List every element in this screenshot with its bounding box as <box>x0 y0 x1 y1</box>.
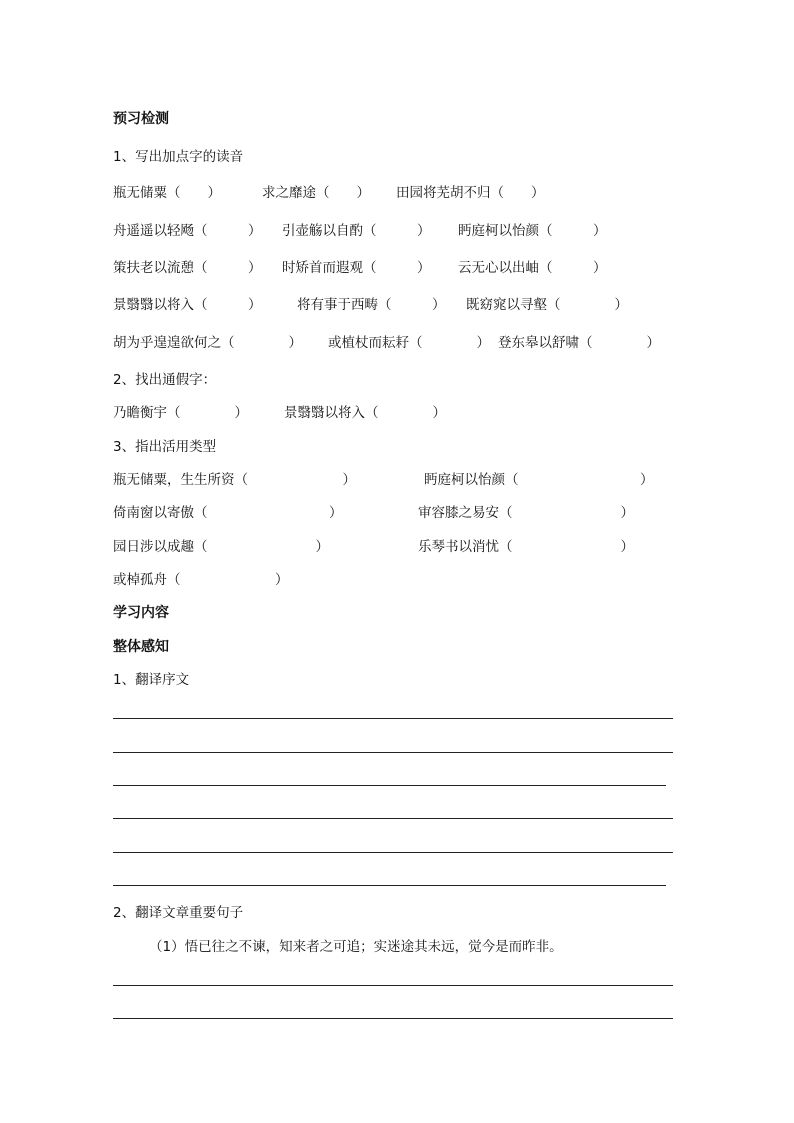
answer-line <box>113 718 673 719</box>
section-title-preview: 预习检测 <box>113 111 169 127</box>
answer-line <box>113 1018 673 1019</box>
section-title-study: 学习内容 <box>113 605 169 621</box>
tongjia-item: 乃瞻衡宇（ ） <box>113 405 248 421</box>
section-subtitle: 整体感知 <box>113 639 169 655</box>
sentence-1: （1）悟已往之不谏，知来者之可追；实迷途其未远，觉今是而昨非。 <box>149 939 563 955</box>
usage-item: 乐琴书以消忧（ ） <box>418 539 634 555</box>
pinyin-item: 既窈窕以寻壑（ ） <box>466 297 628 313</box>
usage-item: 园日涉以成趣（ ） <box>113 539 329 555</box>
pinyin-item: 或植杖而耘耔（ ） <box>328 335 490 351</box>
usage-item: 或棹孤舟（ ） <box>113 572 289 588</box>
answer-line <box>113 785 666 786</box>
pinyin-item: 舟遥遥以轻飏（ ） <box>113 223 262 239</box>
question-3-label: 3、指出活用类型 <box>113 439 217 455</box>
answer-line <box>113 752 673 753</box>
question-1-label: 1、写出加点字的读音 <box>113 149 244 165</box>
usage-item: 倚南窗以寄傲（ ） <box>113 505 343 521</box>
pinyin-item: 时矫首而遐观（ ） <box>282 260 431 276</box>
pinyin-item: 登东皋以舒啸（ ） <box>498 335 660 351</box>
question-2-label: 2、找出通假字： <box>113 372 217 388</box>
pinyin-item: 将有事于西畴（ ） <box>297 297 446 313</box>
translate-sentences-label: 2、翻译文章重要句子 <box>113 905 244 921</box>
pinyin-item: 云无心以出岫（ ） <box>458 260 607 276</box>
answer-line <box>113 885 666 886</box>
pinyin-item: 引壶觞以自酌（ ） <box>282 223 431 239</box>
answer-line <box>113 985 673 986</box>
answer-line <box>113 852 673 853</box>
pinyin-item: 瓶无储粟（ ） <box>113 185 221 201</box>
pinyin-item: 胡为乎遑遑欲何之（ ） <box>113 335 302 351</box>
pinyin-item: 求之靡途（ ） <box>262 185 370 201</box>
usage-item: 眄庭柯以怡颜（ ） <box>424 472 654 488</box>
pinyin-item: 策扶老以流憩（ ） <box>113 260 262 276</box>
usage-item: 审容膝之易安（ ） <box>418 505 634 521</box>
translate-preface-label: 1、翻译序文 <box>113 672 190 688</box>
answer-line <box>113 818 673 819</box>
pinyin-item: 眄庭柯以怡颜（ ） <box>458 223 607 239</box>
pinyin-item: 田园将芜胡不归（ ） <box>396 185 545 201</box>
usage-item: 瓶无储粟，生生所资（ ） <box>113 472 356 488</box>
pinyin-item: 景翳翳以将入（ ） <box>113 297 262 313</box>
tongjia-item: 景翳翳以将入（ ） <box>284 405 446 421</box>
